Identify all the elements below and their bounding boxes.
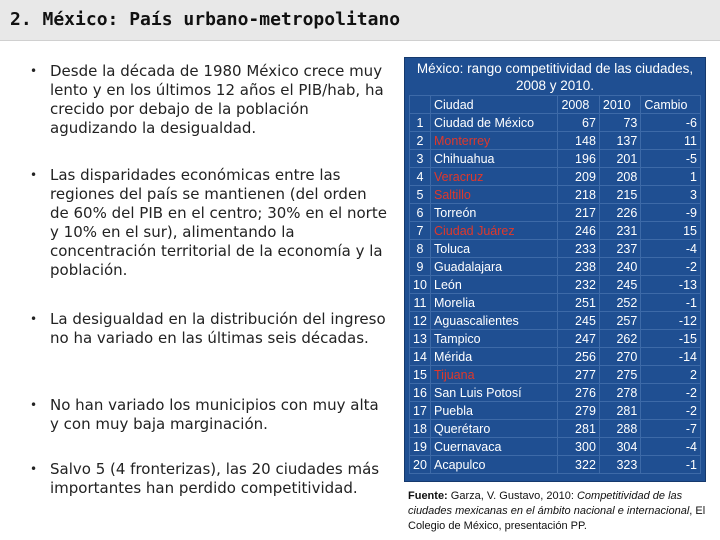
cell-rank: 11 (410, 294, 431, 312)
cell-rank: 1 (410, 114, 431, 132)
cell-rank: 8 (410, 240, 431, 258)
cell-change: -14 (641, 348, 701, 366)
cell-city: Acapulco (431, 456, 558, 474)
cell-change: -4 (641, 438, 701, 456)
cell-2008: 238 (558, 258, 599, 276)
title-bar (0, 0, 720, 41)
table-row (410, 240, 701, 258)
cell-2008: 256 (558, 348, 599, 366)
source-note (408, 489, 713, 534)
cell-change: -2 (641, 258, 701, 276)
cell-rank: 7 (410, 222, 431, 240)
cell-rank: 3 (410, 150, 431, 168)
table-row (410, 402, 701, 420)
table-row (410, 348, 701, 366)
cell-2008: 277 (558, 366, 599, 384)
cell-2010: 278 (599, 384, 640, 402)
cell-change: -13 (641, 276, 701, 294)
cell-rank: 13 (410, 330, 431, 348)
bullet-dot: • (30, 462, 38, 476)
table-row (410, 168, 701, 186)
bullet-dot: • (30, 398, 38, 412)
cell-change: -1 (641, 456, 701, 474)
cell-city: Toluca (431, 240, 558, 258)
cell-city: Chihuahua (431, 150, 558, 168)
cell-2008: 245 (558, 312, 599, 330)
cell-2010: 208 (599, 168, 640, 186)
table-row (410, 222, 701, 240)
table-row (410, 312, 701, 330)
cell-2010: 215 (599, 186, 640, 204)
bullet-dot: • (30, 312, 38, 326)
cell-change: 1 (641, 168, 701, 186)
bullet-text: Salvo 5 (4 fronterizas), las 20 ciudades más importantes han perdido competitividad. (50, 460, 380, 497)
bullet-dot: • (30, 168, 38, 182)
table-row (410, 132, 701, 150)
panel-title (405, 60, 705, 94)
panel-title-line: México: rango competitividad de las ciudades, (416, 61, 694, 76)
table-row (410, 114, 701, 132)
cell-2008: 217 (558, 204, 599, 222)
cell-rank: 20 (410, 456, 431, 474)
cell-2008: 233 (558, 240, 599, 258)
cell-change: -2 (641, 384, 701, 402)
cell-city: Ciudad de México (431, 114, 558, 132)
cell-2010: 237 (599, 240, 640, 258)
cell-rank: 4 (410, 168, 431, 186)
cell-2008: 67 (558, 114, 599, 132)
bullet-text: Las disparidades económicas entre las regiones del país se mantienen (del orden de 60% del PIB en el centro; 30% en el norte y 10% en el sur), alimentando la concentración territorial de la economía y la población. (50, 166, 387, 279)
cell-rank: 6 (410, 204, 431, 222)
cell-change: 11 (641, 132, 701, 150)
bullet-text: Desde la década de 1980 México crece muy lento y en los últimos 12 años el PIB/hab, ha crecido por debajo de la población agudizando la desigualdad. (50, 62, 384, 137)
source-publisher: , El Colegio de México, presentación PP. (408, 505, 706, 532)
cell-2010: 304 (599, 438, 640, 456)
cell-city: Tampico (431, 330, 558, 348)
cell-2010: 262 (599, 330, 640, 348)
cell-change: -6 (641, 114, 701, 132)
cell-2010: 252 (599, 294, 640, 312)
source-authors: Garza, V. Gustavo, 2010: (447, 490, 577, 502)
header-2008: 2008 (558, 96, 599, 114)
cell-2008: 276 (558, 384, 599, 402)
cell-city: Aguascalientes (431, 312, 558, 330)
table-row (410, 276, 701, 294)
header-change: Cambio (641, 96, 701, 114)
table-row (410, 456, 701, 474)
cell-2008: 300 (558, 438, 599, 456)
cell-change: -2 (641, 402, 701, 420)
cell-2010: 226 (599, 204, 640, 222)
table-row (410, 330, 701, 348)
cell-2010: 245 (599, 276, 640, 294)
cell-change: -4 (641, 240, 701, 258)
cell-rank: 12 (410, 312, 431, 330)
cell-change: -12 (641, 312, 701, 330)
cell-rank: 16 (410, 384, 431, 402)
cell-2008: 322 (558, 456, 599, 474)
cell-city: Guadalajara (431, 258, 558, 276)
bullet-text: La desigualdad en la distribución del ingreso no ha variado en las últimas seis décadas. (50, 310, 386, 347)
cell-change: 15 (641, 222, 701, 240)
cell-change: -7 (641, 420, 701, 438)
slide-title: 2. México: País urbano-metropolitano (10, 9, 401, 30)
cell-city: Querétaro (431, 420, 558, 438)
cell-2010: 270 (599, 348, 640, 366)
cell-rank: 2 (410, 132, 431, 150)
header-city: Ciudad (431, 96, 558, 114)
cell-2010: 73 (599, 114, 640, 132)
cell-2010: 323 (599, 456, 640, 474)
cell-2008: 279 (558, 402, 599, 420)
header-2010: 2010 (599, 96, 640, 114)
table-row (410, 258, 701, 276)
cell-2010: 231 (599, 222, 640, 240)
cell-change: -9 (641, 204, 701, 222)
cell-2008: 246 (558, 222, 599, 240)
cell-2008: 148 (558, 132, 599, 150)
cell-change: 2 (641, 366, 701, 384)
cell-2010: 275 (599, 366, 640, 384)
table-row (410, 150, 701, 168)
cell-rank: 17 (410, 402, 431, 420)
cell-change: -15 (641, 330, 701, 348)
table-row (410, 294, 701, 312)
cell-rank: 15 (410, 366, 431, 384)
cell-rank: 10 (410, 276, 431, 294)
cell-2008: 209 (558, 168, 599, 186)
cell-2008: 196 (558, 150, 599, 168)
cell-change: 3 (641, 186, 701, 204)
cell-rank: 18 (410, 420, 431, 438)
table-row (410, 186, 701, 204)
cell-change: -5 (641, 150, 701, 168)
competitiveness-panel (404, 57, 706, 482)
cell-city: Mérida (431, 348, 558, 366)
table-row (410, 204, 701, 222)
cell-2008: 251 (558, 294, 599, 312)
cell-rank: 5 (410, 186, 431, 204)
bullet-dot: • (30, 64, 38, 78)
cell-city: Puebla (431, 402, 558, 420)
cell-2010: 201 (599, 150, 640, 168)
header-rank (410, 96, 431, 114)
cell-2010: 240 (599, 258, 640, 276)
cell-city: Morelia (431, 294, 558, 312)
ranking-table (409, 95, 701, 474)
cell-city: Tijuana (431, 366, 558, 384)
table-row (410, 438, 701, 456)
cell-city: Monterrey (431, 132, 558, 150)
table-body (410, 114, 701, 474)
cell-city: Torreón (431, 204, 558, 222)
cell-rank: 9 (410, 258, 431, 276)
cell-2008: 218 (558, 186, 599, 204)
cell-2008: 281 (558, 420, 599, 438)
source-label: Fuente: (408, 490, 448, 502)
cell-2008: 232 (558, 276, 599, 294)
table-row (410, 384, 701, 402)
cell-rank: 14 (410, 348, 431, 366)
bullet-text: No han variado los municipios con muy alta y con muy baja marginación. (50, 396, 379, 433)
cell-city: San Luis Potosí (431, 384, 558, 402)
cell-city: Saltillo (431, 186, 558, 204)
panel-title-line: 2008 y 2010. (515, 78, 595, 93)
cell-rank: 19 (410, 438, 431, 456)
cell-2010: 137 (599, 132, 640, 150)
cell-city: Ciudad Juárez (431, 222, 558, 240)
cell-change: -1 (641, 294, 701, 312)
cell-city: Veracruz (431, 168, 558, 186)
cell-2010: 288 (599, 420, 640, 438)
table-row (410, 366, 701, 384)
cell-2010: 281 (599, 402, 640, 420)
cell-2010: 257 (599, 312, 640, 330)
cell-city: Cuernavaca (431, 438, 558, 456)
cell-city: León (431, 276, 558, 294)
table-row (410, 420, 701, 438)
source-work: Competitividad de las ciudades mexicanas en el ámbito nacional e internacional (408, 490, 690, 517)
table-header-row (410, 96, 701, 114)
cell-2008: 247 (558, 330, 599, 348)
